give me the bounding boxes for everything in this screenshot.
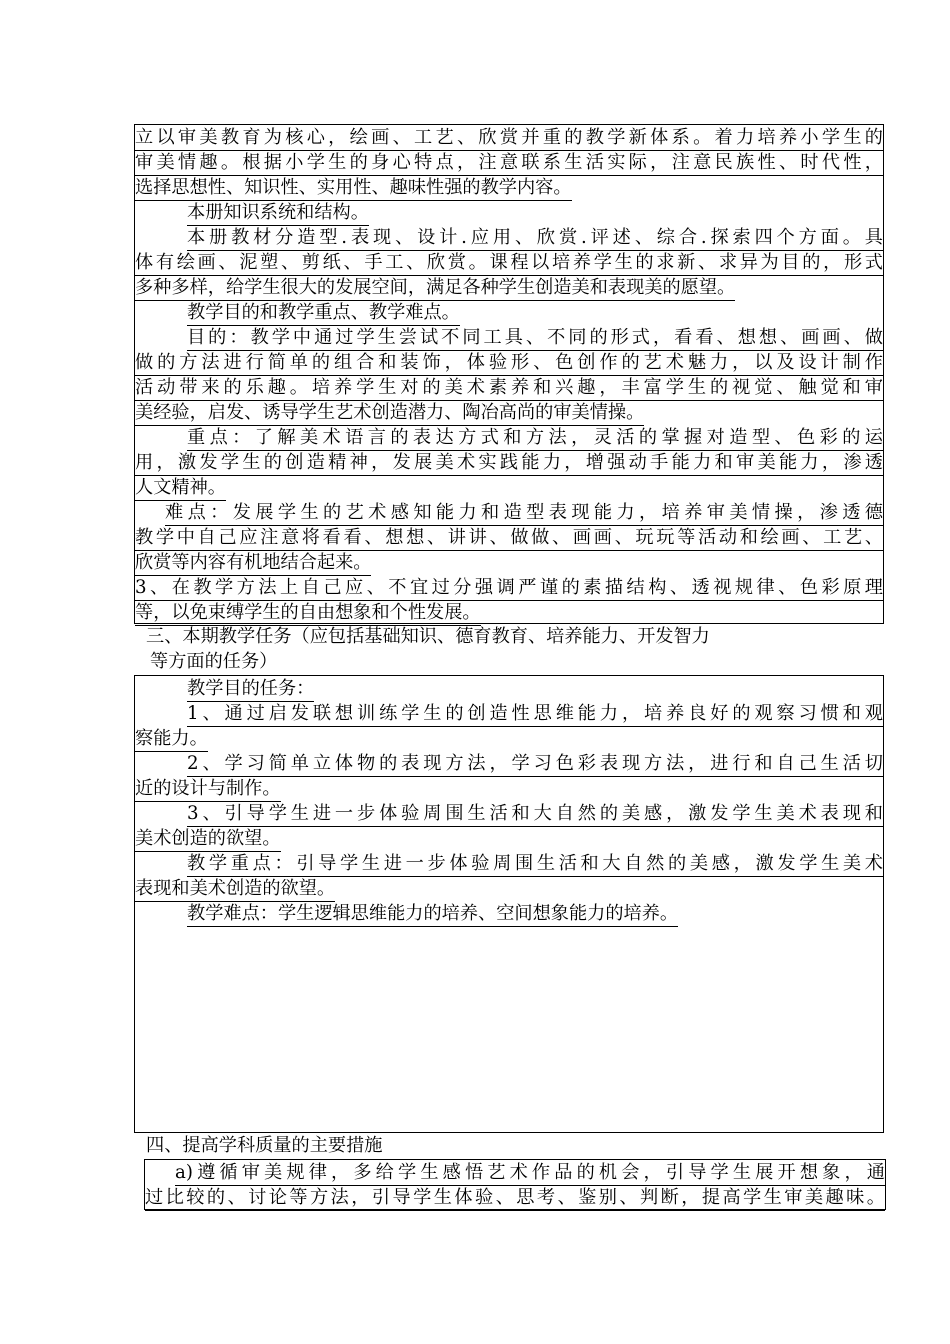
text-line: 过比较的、讨论等方法，引导学生体验、思考、鉴别、判断，提高学生审美趣味。 bbox=[145, 1185, 885, 1211]
text-line: 多种多样，给学生很大的发展空间，满足各种学生创造美和表现美的愿望。 bbox=[135, 275, 735, 301]
text-line: 立以审美教育为核心，绘画、工艺、欣赏并重的教学新体系。着力培养小学生的 bbox=[135, 125, 883, 151]
text-line: 3、引导学生进一步体验周围生活和大自然的美感，激发学生美术表现和 bbox=[187, 801, 883, 827]
text-line: 人文精神。 bbox=[135, 475, 226, 501]
section-heading: 四、提高学科质量的主要措施 bbox=[146, 1135, 383, 1156]
text-line: a)遵循审美规律，多给学生感悟艺术作品的机会，引导学生展开想象，通 bbox=[175, 1160, 885, 1186]
text-line: 美经验，启发、诱导学生艺术创造潜力、陶冶高尚的审美情操。 bbox=[135, 400, 644, 426]
text-line: 教学重点：引导学生进一步体验周围生活和大自然的美感，激发学生美术 bbox=[187, 851, 883, 877]
text-line: 目的：教学中通过学生尝试不同工具、不同的形式，看看、想想、画画、做 bbox=[187, 325, 883, 351]
text-line: 1、通过启发联想训练学生的创造性思维能力，培养良好的观察习惯和观 bbox=[187, 701, 883, 727]
text-line: 教学难点：学生逻辑思维能力的培养、空间想象能力的培养。 bbox=[187, 901, 678, 927]
measures-box bbox=[144, 1159, 886, 1210]
teaching-tasks-box bbox=[134, 675, 884, 1133]
text-line: 用，激发学生的创造精神，发展美术实践能力，增强动手能力和审美能力，渗透 bbox=[135, 450, 883, 476]
text-line: 重点：了解美术语言的表达方式和方法，灵活的掌握对造型、色彩的运 bbox=[187, 425, 883, 451]
text-line: 近的设计与制作。 bbox=[135, 776, 281, 802]
section-heading-continued: 等方面的任务） bbox=[150, 651, 278, 672]
text-line: 欣赏等内容有机地结合起来。 bbox=[135, 550, 371, 576]
text-line: 本册教材分造型.表现、设计.应用、欣赏.评述、综合.探索四个方面。具 bbox=[187, 225, 883, 251]
text-line: 教学目的任务： bbox=[187, 676, 314, 702]
text-line: 3、在教学方法上自己应、不宜过分强调严谨的素描结构、透视规律、色彩原理 bbox=[135, 575, 883, 601]
text-line: 活动带来的乐趣。培养学生对的美术素养和兴趣，丰富学生的视觉、触觉和审 bbox=[135, 375, 883, 401]
text-line: 2、学习简单立体物的表现方法，学习色彩表现方法，进行和自己生活切 bbox=[187, 751, 883, 777]
teaching-content-box bbox=[134, 124, 884, 624]
text-line: 体有绘画、泥塑、剪纸、手工、欣赏。课程以培养学生的求新、求异为目的，形式 bbox=[135, 250, 883, 276]
text-line: 表现和美术创造的欲望。 bbox=[135, 876, 335, 902]
text-line: 本册知识系统和结构。 bbox=[187, 200, 369, 226]
section-heading: 三、本期教学任务（应包括基础知识、德育教育、培养能力、开发智力 bbox=[146, 626, 710, 647]
text-line: 教学中自己应注意将看看、想想、讲讲、做做、画画、玩玩等活动和绘画、工艺、 bbox=[135, 525, 883, 551]
text-line: 美术创造的欲望。 bbox=[135, 826, 281, 852]
text-line: 审美情趣。根据小学生的身心特点，注意联系生活实际，注意民族性、时代性， bbox=[135, 150, 883, 176]
text-line: 难点：发展学生的艺术感知能力和造型表现能力，培养审美情操，渗透德 bbox=[165, 500, 883, 526]
text-line: 做的方法进行简单的组合和装饰，体验形、色创作的艺术魅力，以及设计制作 bbox=[135, 350, 883, 376]
text-line: 等，以免束缚学生的自由想象和个性发展。 bbox=[135, 600, 481, 626]
text-line: 察能力。 bbox=[135, 726, 208, 752]
text-line: 选择思想性、知识性、实用性、趣味性强的教学内容。 bbox=[135, 175, 572, 201]
text-line: 教学目的和教学重点、教学难点。 bbox=[187, 300, 460, 326]
